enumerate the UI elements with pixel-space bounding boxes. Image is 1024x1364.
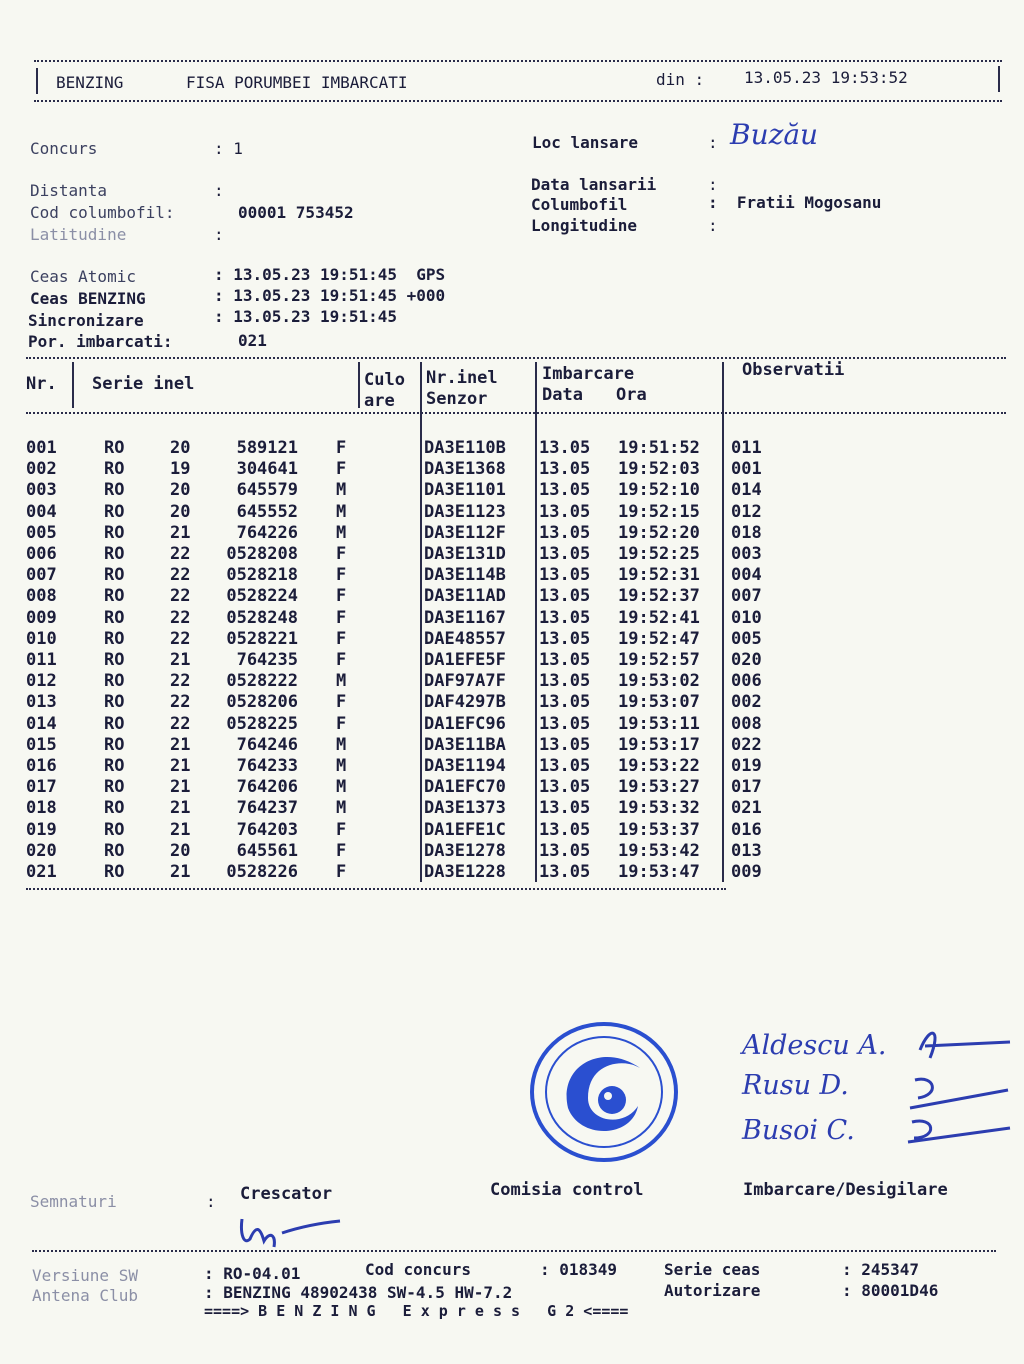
ring-series: 764237 [236, 798, 298, 819]
sensor-ring: DA3E1101 [424, 480, 506, 501]
sensor-ring: DA3E11BA [424, 734, 506, 755]
embark-date: 13.05 [539, 586, 591, 607]
row-number: 014 [26, 713, 57, 734]
cod-concurs-value: : 018349 [540, 1260, 618, 1279]
embark-date: 13.05 [539, 862, 591, 882]
th-data: Data [542, 385, 583, 405]
row-number: 012 [26, 671, 57, 692]
observation: 009 [731, 862, 762, 882]
observation: 005 [731, 628, 762, 649]
ring-series: 764203 [236, 819, 298, 840]
pigeon-sex: F [336, 713, 347, 734]
observation: 001 [731, 459, 762, 480]
ceas-atomic-value: : 13.05.23 19:51:45 GPS [214, 265, 446, 284]
pigeon-sex: M [336, 480, 347, 501]
ring-country: RO [104, 650, 125, 670]
th-serie-inel: Serie inel [92, 374, 195, 394]
row-number: 001 [26, 438, 57, 458]
sensor-ring: DA1EFC96 [424, 713, 506, 734]
observation: 006 [731, 671, 762, 692]
observation: 011 [731, 438, 762, 458]
embark-date: 13.05 [539, 438, 591, 458]
observation: 020 [731, 650, 762, 670]
th-culoare-2: are [364, 391, 395, 411]
th-nr: Nr. [26, 374, 57, 394]
stamp-seal [528, 1020, 680, 1165]
ring-series: 0528222 [226, 671, 298, 692]
col-divider-1 [72, 362, 74, 408]
observation: 007 [731, 586, 762, 607]
ring-year: 22 [170, 628, 191, 649]
pigeon-sex: M [336, 756, 347, 776]
embark-time: 19:53:47 [618, 862, 700, 882]
versiune-sw-label: Versiune SW [32, 1266, 138, 1285]
pigeon-sex: M [336, 777, 347, 798]
ring-year: 22 [170, 713, 191, 734]
header-top-rule [34, 60, 1002, 62]
ring-series: 0528226 [226, 862, 298, 882]
embark-time: 19:52:47 [618, 628, 700, 649]
semnaturi-label: Semnaturi [30, 1192, 117, 1211]
ring-country: RO [104, 756, 125, 776]
ring-series: 0528221 [226, 628, 298, 649]
header-title: FISA PORUMBEI IMBARCATI [186, 73, 408, 92]
concurs-value: : 1 [214, 139, 243, 158]
embark-time: 19:52:37 [618, 586, 700, 607]
sensor-ring: DA3E1278 [424, 840, 506, 861]
ring-year: 22 [170, 692, 191, 713]
signature-committee-3: Busoi C. [742, 1115, 855, 1146]
pigeon-sex: F [336, 862, 347, 882]
embark-time: 19:53:42 [618, 840, 700, 861]
pigeon-sex: F [336, 840, 347, 861]
sensor-ring: DA3E11AD [424, 586, 506, 607]
ring-country: RO [104, 459, 125, 480]
row-number: 006 [26, 544, 57, 564]
sensor-ring: DA1EFE5F [424, 650, 506, 670]
versiune-sw-value: : RO-04.01 [204, 1264, 301, 1283]
ring-series: 0528208 [226, 544, 298, 564]
columbofil-value: : Fratii Mogosanu [708, 193, 882, 212]
row-number: 010 [26, 628, 57, 649]
ring-year: 21 [170, 650, 191, 670]
antena-club-label: Antena Club [32, 1286, 138, 1305]
pigeon-sex: F [336, 586, 347, 607]
header-bottom-rule [34, 100, 1002, 102]
loc-lansare-label: Loc lansare [532, 133, 638, 152]
ring-year: 22 [170, 544, 191, 564]
embark-time: 19:53:27 [618, 777, 700, 798]
ring-country: RO [104, 798, 125, 819]
ring-series: 0528248 [226, 607, 298, 628]
col-divider-4 [535, 362, 537, 882]
data-lansarii-value: : [708, 175, 718, 194]
pigeon-sex: F [336, 628, 347, 649]
footer-rule [32, 1250, 996, 1252]
observation: 022 [731, 734, 762, 755]
embark-date: 13.05 [539, 734, 591, 755]
ring-year: 21 [170, 819, 191, 840]
por-imbarcati-label: Por. imbarcati: [28, 332, 173, 351]
ceas-benzing-value: : 13.05.23 19:51:45 +000 [214, 286, 446, 305]
sensor-ring: DA3E1123 [424, 501, 506, 522]
row-number: 007 [26, 565, 57, 586]
benzing-express-banner: ====> B E N Z I N G E x p r e s s G 2 <==== [204, 1302, 629, 1320]
crescator-label: Crescator [240, 1184, 333, 1204]
cod-columbofil-label: Cod columbofil: [30, 203, 175, 222]
observation: 014 [731, 480, 762, 501]
sensor-ring: DA1EFE1C [424, 819, 506, 840]
embark-time: 19:52:25 [618, 544, 700, 564]
pigeon-sex: M [336, 671, 347, 692]
ring-series: 589121 [236, 438, 298, 458]
embark-date: 13.05 [539, 777, 591, 798]
ring-country: RO [104, 438, 125, 458]
ring-country: RO [104, 501, 125, 522]
embark-date: 13.05 [539, 692, 591, 713]
ceas-benzing-label: Ceas BENZING [30, 289, 146, 308]
sensor-ring: DA3E110B [424, 438, 506, 458]
row-number: 002 [26, 459, 57, 480]
table-header-rule [26, 412, 1006, 414]
ring-series: 0528218 [226, 565, 298, 586]
autorizare-label: Autorizare [664, 1281, 761, 1300]
ring-country: RO [104, 628, 125, 649]
loc-lansare-handwritten: Buzău [730, 118, 819, 151]
ring-series: 0528224 [226, 586, 298, 607]
ring-year: 21 [170, 756, 191, 776]
ring-series: 645579 [236, 480, 298, 501]
observation: 017 [731, 777, 762, 798]
ring-year: 22 [170, 586, 191, 607]
sensor-ring: DA1EFC70 [424, 777, 506, 798]
embark-date: 13.05 [539, 713, 591, 734]
ring-year: 20 [170, 501, 191, 522]
table-top-rule [26, 357, 1006, 359]
crescator-signature [230, 1205, 350, 1255]
observation: 016 [731, 819, 762, 840]
serie-ceas-label: Serie ceas [664, 1260, 761, 1279]
embark-date: 13.05 [539, 522, 591, 543]
embark-date: 13.05 [539, 798, 591, 819]
embark-time: 19:53:37 [618, 819, 700, 840]
ring-country: RO [104, 607, 125, 628]
committee-signature-marks [880, 1020, 1020, 1150]
sensor-ring: DA3E1167 [424, 607, 506, 628]
longitudine-value: : [708, 216, 718, 235]
th-ora: Ora [616, 385, 647, 405]
embark-time: 19:53:17 [618, 734, 700, 755]
row-number: 005 [26, 522, 57, 543]
concurs-label: Concurs [30, 139, 98, 158]
antena-club-value: : BENZING 48902438 SW-4.5 HW-7.2 [204, 1283, 513, 1302]
th-imbarcare: Imbarcare [542, 364, 635, 384]
pigeon-sex: F [336, 650, 347, 670]
row-number: 008 [26, 586, 57, 607]
row-number: 004 [26, 501, 57, 522]
ring-series: 645561 [236, 840, 298, 861]
ring-country: RO [104, 671, 125, 692]
header-brand: BENZING [56, 73, 124, 92]
pigeon-sex: M [336, 734, 347, 755]
ring-country: RO [104, 692, 125, 713]
row-number: 013 [26, 692, 57, 713]
loc-lansare-colon: : [708, 133, 718, 152]
sensor-ring: DA3E114B [424, 565, 506, 586]
embark-date: 13.05 [539, 565, 591, 586]
ring-series: 764235 [236, 650, 298, 670]
sensor-ring: DAF4297B [424, 692, 506, 713]
ring-country: RO [104, 734, 125, 755]
latitudine-label: Latitudine [30, 225, 127, 244]
ring-series: 304641 [236, 459, 298, 480]
embark-date: 13.05 [539, 650, 591, 670]
ceas-atomic-label: Ceas Atomic [30, 267, 136, 286]
ring-year: 20 [170, 438, 191, 458]
embark-time: 19:52:20 [618, 522, 700, 543]
th-nr-inel-1: Nr.inel [426, 368, 498, 388]
col-divider-2 [358, 362, 360, 408]
serie-ceas-value: : 245347 [842, 1260, 920, 1279]
pigeon-sex: M [336, 501, 347, 522]
observation: 019 [731, 756, 762, 776]
embark-date: 13.05 [539, 607, 591, 628]
semnaturi-colon: : [206, 1192, 216, 1211]
ring-country: RO [104, 586, 125, 607]
ring-series: 764226 [236, 522, 298, 543]
sensor-ring: DA3E1228 [424, 862, 506, 882]
sensor-ring: DA3E112F [424, 522, 506, 543]
pigeon-sex: F [336, 438, 347, 458]
ring-country: RO [104, 565, 125, 586]
latitudine-value: : [214, 225, 224, 244]
row-number: 019 [26, 819, 57, 840]
embark-time: 19:53:07 [618, 692, 700, 713]
ring-year: 21 [170, 522, 191, 543]
signature-committee-2: Rusu D. [742, 1070, 849, 1101]
ring-year: 22 [170, 671, 191, 692]
pigeon-sex: F [336, 692, 347, 713]
sincronizare-value: : 13.05.23 19:51:45 [214, 307, 398, 326]
embark-date: 13.05 [539, 459, 591, 480]
header-date-value: 13.05.23 19:53:52 [744, 68, 908, 87]
row-number: 011 [26, 650, 57, 670]
ring-year: 19 [170, 459, 191, 480]
ring-year: 22 [170, 607, 191, 628]
observation: 013 [731, 840, 762, 861]
ring-country: RO [104, 544, 125, 564]
row-number: 015 [26, 734, 57, 755]
embark-date: 13.05 [539, 544, 591, 564]
ring-country: RO [104, 777, 125, 798]
row-number: 016 [26, 756, 57, 776]
sensor-ring: DA3E1368 [424, 459, 506, 480]
embark-date: 13.05 [539, 628, 591, 649]
pigeon-sex: F [336, 544, 347, 564]
embark-time: 19:53:11 [618, 713, 700, 734]
sensor-ring: DAF97A7F [424, 671, 506, 692]
col-divider-5 [722, 362, 724, 882]
embark-date: 13.05 [539, 480, 591, 501]
row-number: 021 [26, 862, 57, 882]
observation: 012 [731, 501, 762, 522]
cod-columbofil-value: 00001 753452 [238, 203, 354, 222]
ring-country: RO [104, 522, 125, 543]
embark-date: 13.05 [539, 840, 591, 861]
embark-time: 19:53:22 [618, 756, 700, 776]
th-nr-inel-2: Senzor [426, 389, 488, 409]
sensor-ring: DA3E131D [424, 544, 506, 564]
row-number: 017 [26, 777, 57, 798]
ring-year: 20 [170, 480, 191, 501]
ring-year: 20 [170, 840, 191, 861]
distanta-value: : [214, 181, 224, 200]
header-left-edge [36, 68, 38, 94]
ring-series: 0528225 [226, 713, 298, 734]
row-number: 020 [26, 840, 57, 861]
ring-series: 764206 [236, 777, 298, 798]
ring-country: RO [104, 819, 125, 840]
col-divider-3 [420, 362, 422, 882]
data-lansarii-label: Data lansarii [531, 175, 657, 194]
distanta-label: Distanta [30, 181, 108, 200]
ring-series: 0528206 [226, 692, 298, 713]
row-number: 009 [26, 607, 57, 628]
cod-concurs-label: Cod concurs [365, 1260, 471, 1279]
comisia-control-label: Comisia control [490, 1180, 644, 1200]
embark-time: 19:53:02 [618, 671, 700, 692]
autorizare-value: : 80001D46 [842, 1281, 939, 1300]
embark-time: 19:52:41 [618, 607, 700, 628]
ring-year: 22 [170, 565, 191, 586]
pigeon-sex: F [336, 459, 347, 480]
longitudine-label: Longitudine [531, 216, 637, 235]
th-culoare-1: Culo [364, 370, 405, 390]
pigeon-sex: M [336, 798, 347, 819]
ring-country: RO [104, 713, 125, 734]
ring-series: 645552 [236, 501, 298, 522]
pigeon-sex: F [336, 607, 347, 628]
ring-year: 21 [170, 798, 191, 819]
embark-date: 13.05 [539, 671, 591, 692]
sincronizare-label: Sincronizare [28, 311, 144, 330]
signature-committee-1: Aldescu A. [742, 1030, 887, 1061]
observation: 021 [731, 798, 762, 819]
ring-year: 21 [170, 734, 191, 755]
header-right-edge [998, 66, 1000, 92]
embark-date: 13.05 [539, 501, 591, 522]
imbarcare-desigilare-label: Imbarcare/Desigilare [743, 1180, 948, 1200]
observation: 003 [731, 544, 762, 564]
ring-country: RO [104, 862, 125, 882]
ring-year: 21 [170, 862, 191, 882]
embark-time: 19:52:10 [618, 480, 700, 501]
pigeon-sex: M [336, 522, 347, 543]
ring-series: 764246 [236, 734, 298, 755]
embark-time: 19:52:03 [618, 459, 700, 480]
sensor-ring: DA3E1194 [424, 756, 506, 776]
columbofil-label: Columbofil [531, 195, 628, 214]
row-number: 018 [26, 798, 57, 819]
table-bottom-rule [26, 888, 726, 890]
ring-series: 764233 [236, 756, 298, 776]
embark-date: 13.05 [539, 756, 591, 776]
observation: 004 [731, 565, 762, 586]
pigeon-sex: F [336, 565, 347, 586]
ring-year: 21 [170, 777, 191, 798]
embark-time: 19:52:57 [618, 650, 700, 670]
embark-time: 19:52:31 [618, 565, 700, 586]
por-imbarcati-value: 021 [238, 331, 267, 350]
ring-country: RO [104, 840, 125, 861]
sensor-ring: DAE48557 [424, 628, 506, 649]
embark-time: 19:51:52 [618, 438, 700, 458]
th-observatii: Observatii [742, 360, 845, 380]
header-date-label: din : [656, 70, 705, 89]
ring-country: RO [104, 480, 125, 501]
observation: 002 [731, 692, 762, 713]
observation: 018 [731, 522, 762, 543]
observation: 008 [731, 713, 762, 734]
embark-date: 13.05 [539, 819, 591, 840]
pigeon-sex: F [336, 819, 347, 840]
embark-time: 19:52:15 [618, 501, 700, 522]
observation: 010 [731, 607, 762, 628]
sensor-ring: DA3E1373 [424, 798, 506, 819]
embark-time: 19:53:32 [618, 798, 700, 819]
row-number: 003 [26, 480, 57, 501]
